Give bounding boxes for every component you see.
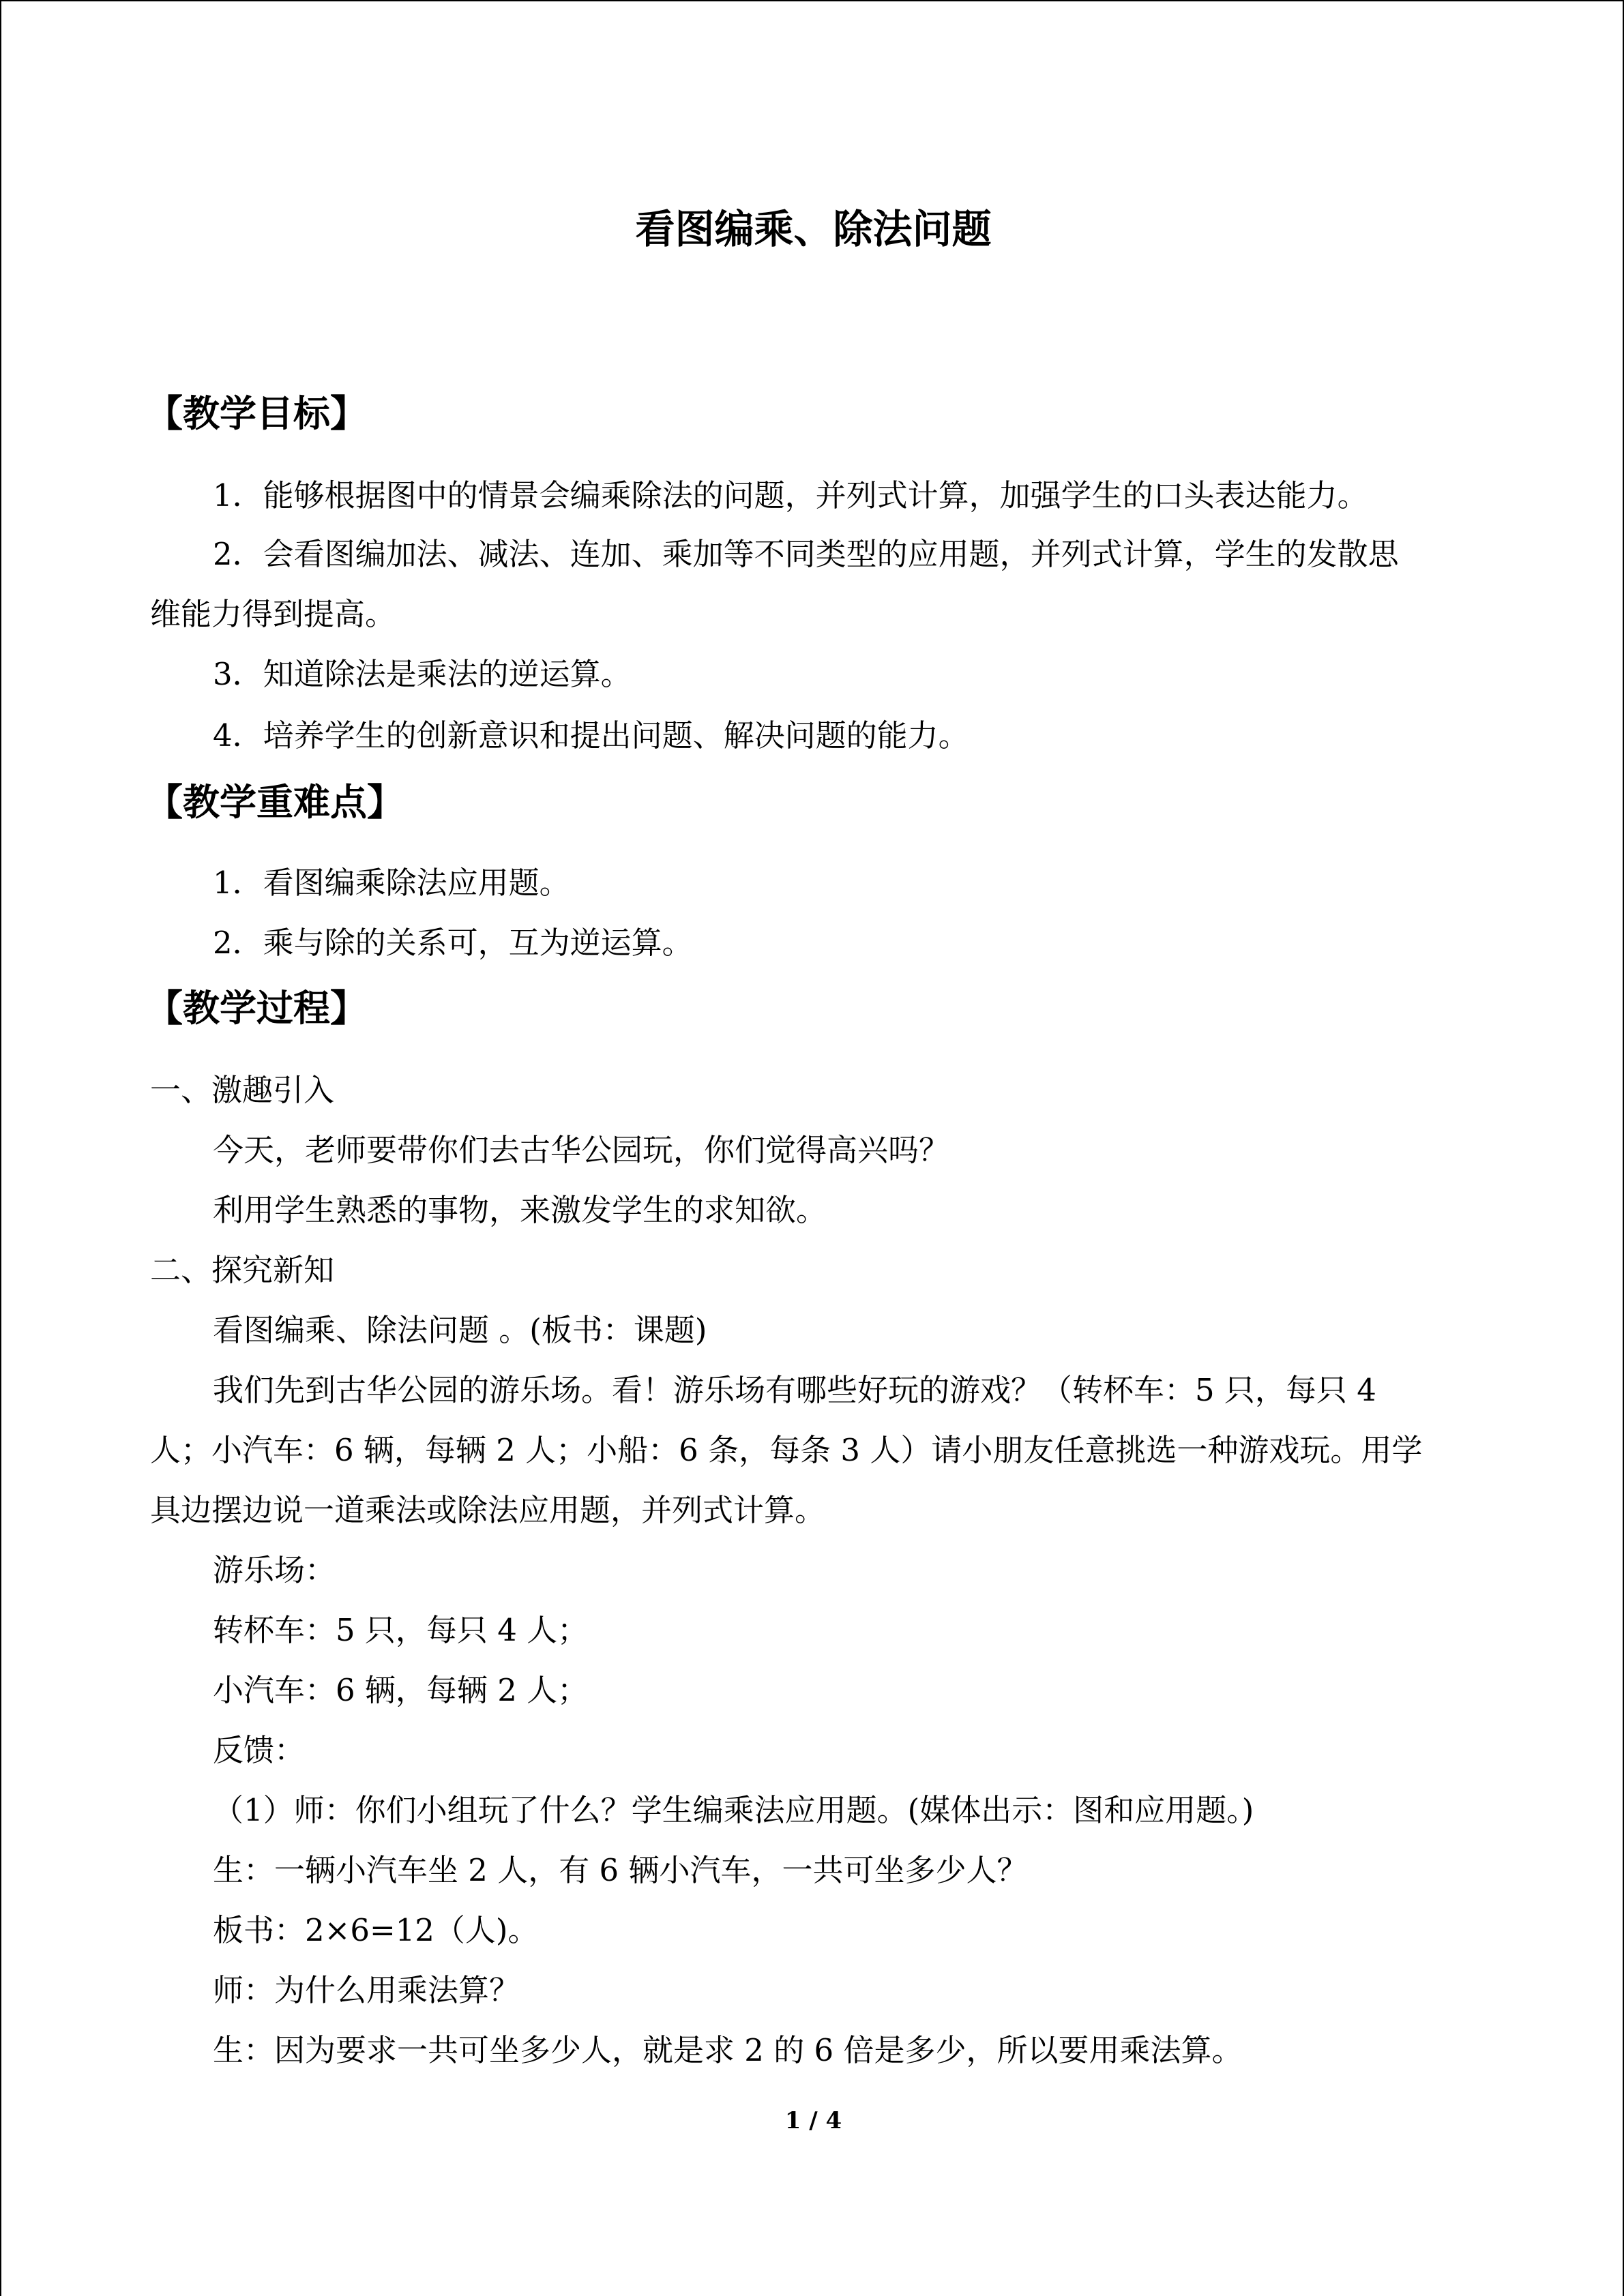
process-line: 师：为什么用乘法算？ [213, 1972, 520, 2008]
process-line: （1）师：你们小组玩了什么？学生编乘法应用题。(媒体出示：图和应用题。) [213, 1792, 1254, 1828]
process-line: 我们先到古华公园的游乐场。看！游乐场有哪些好玩的游戏？（转杯车：5 只，每只 4 [213, 1372, 1376, 1408]
process-line: 游乐场： [213, 1552, 336, 1588]
process-line: 生：因为要求一共可坐多少人，就是求 2 的 6 倍是多少，所以要用乘法算。 [213, 2032, 1243, 2068]
process-line: 小汽车：6 辆，每辆 2 人； [213, 1672, 589, 1708]
process-line: 利用学生熟悉的事物，来激发学生的求知欲。 [213, 1192, 827, 1228]
process-line: 看图编乘、除法问题 。(板书：课题) [213, 1312, 707, 1348]
section-heading-key-points: 【教学重难点】 [146, 780, 404, 824]
process-line: 反馈： [213, 1732, 306, 1768]
objective-item-1: 1．能够根据图中的情景会编乘除法的问题，并列式计算，加强学生的口头表达能力。 [213, 477, 1368, 513]
process-line: 具边摆边说一道乘法或除法应用题，并列式计算。 [150, 1492, 826, 1528]
key-point-item-2: 2．乘与除的关系可，互为逆运算。 [213, 925, 693, 961]
process-subheading-explore: 二、探究新知 [150, 1252, 335, 1288]
page-number: 1 / 4 [784, 2107, 842, 2134]
objective-item-2: 2．会看图编加法、减法、连加、乘加等不同类型的应用题，并列式计算，学生的发散思 [213, 536, 1399, 572]
page-title: 看图编乘、除法问题 [635, 206, 992, 252]
process-line: 今天，老师要带你们去古华公园玩，你们觉得高兴吗？ [213, 1132, 950, 1168]
process-line: 人；小汽车：6 辆，每辆 2 人；小船：6 条，每条 3 人）请小朋友任意挑选一种游戏玩。用学 [150, 1432, 1423, 1468]
objective-item-2-continued: 维能力得到提高。 [150, 596, 396, 632]
objective-item-4: 4．培养学生的创新意识和提出问题、解决问题的能力。 [213, 717, 969, 754]
process-line: 板书：2×6=12（人)。 [213, 1912, 539, 1948]
section-heading-process: 【教学过程】 [146, 986, 367, 1030]
key-point-item-1: 1．看图编乘除法应用题。 [213, 865, 570, 901]
process-line: 生：一辆小汽车坐 2 人，有 6 辆小汽车，一共可坐多少人？ [213, 1852, 1028, 1888]
process-line: 转杯车：5 只，每只 4 人； [213, 1612, 589, 1648]
section-heading-objectives: 【教学目标】 [146, 391, 367, 435]
process-subheading-intro: 一、激趣引入 [150, 1072, 335, 1108]
objective-item-3: 3．知道除法是乘法的逆运算。 [213, 656, 632, 692]
